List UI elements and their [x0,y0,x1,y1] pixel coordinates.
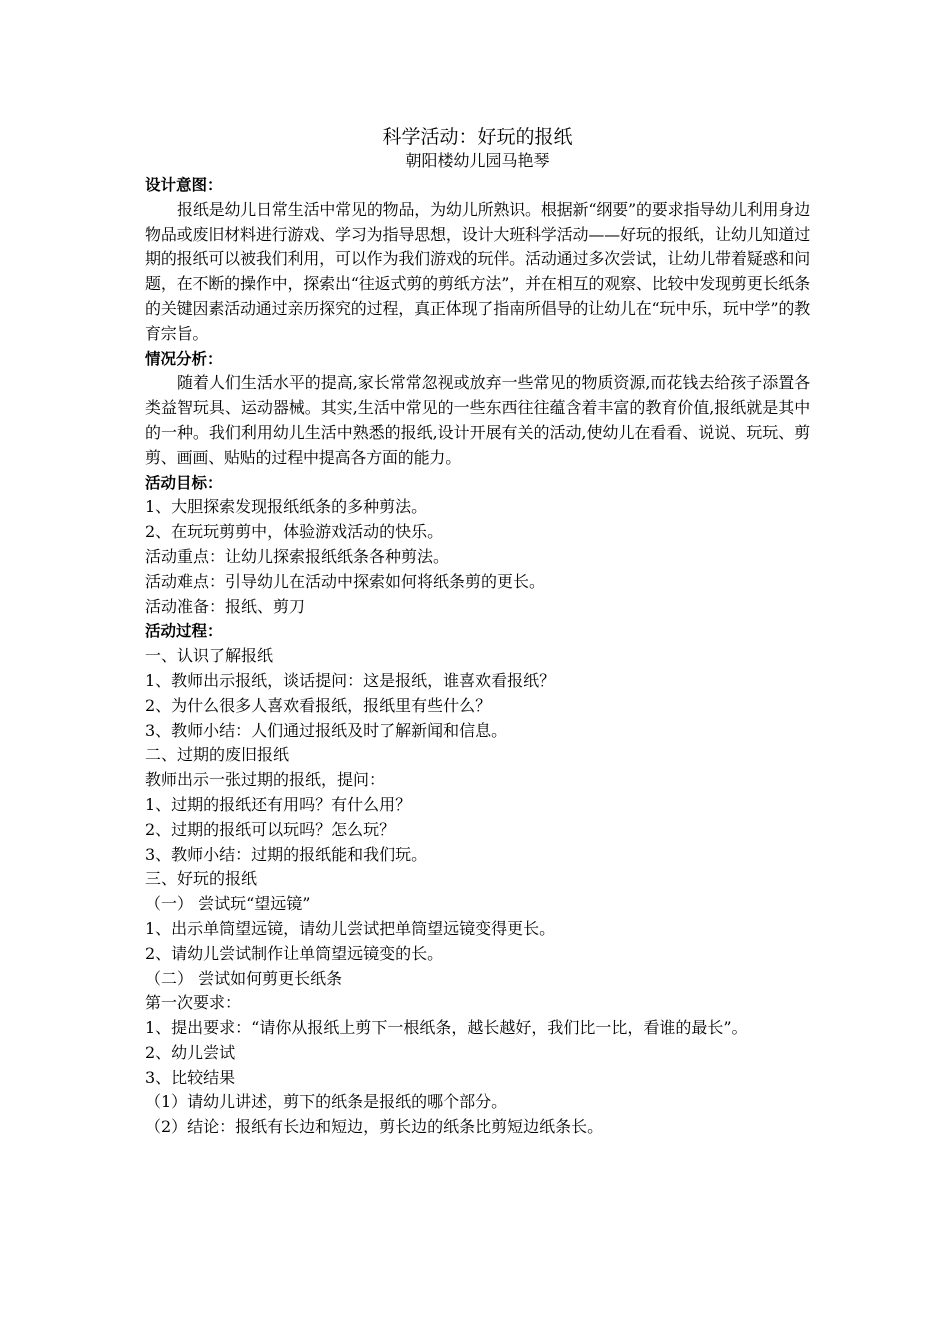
goal-line: 活动难点：引导幼儿在活动中探索如何将纸条剪的更长。 [145,571,546,591]
goal-line: 活动准备：报纸、剪刀 [145,596,306,616]
section-heading-design: 设计意图： [145,176,223,194]
process-line: （2）结论：报纸有长边和短边，剪长边的纸条比剪短边纸条长。 [145,1117,604,1137]
process-line: 二、过期的废旧报纸 [145,745,290,765]
goal-line: 1、大胆探索发现报纸纸条的多种剪法。 [145,497,428,517]
paragraph-analysis: 随着人们生活水平的提高,家长常常忽视或放弃一些常见的物质资源,而花钱去给孩子添置各类益智玩具、运动器械。其实,生活中常见的一些东西往往蕴含着丰富的教育价值,报纸就是其中的一种。我们利用幼儿生活中熟悉的报纸,设计开展有关的活动,使幼儿在看看、说说、玩玩、剪剪、画画、贴贴的过程中提高各方面的能力。 [145,373,810,467]
process-line: 3、教师小结：人们通过报纸及时了解新闻和信息。 [145,720,508,740]
process-line: 三、好玩的报纸 [145,869,258,889]
paragraph-design: 报纸是幼儿日常生活中常见的物品，为幼儿所熟识。根据新“纲要”的要求指导幼儿利用身边物品或废旧材料进行游戏、学习为指导思想，设计大班科学活动——好玩的报纸，让幼儿知道过期的报纸可以被我们利用，可以作为我们游戏的玩伴。活动通过多次尝试，让幼儿带着疑惑和问题，在不断的操作中，探索出“往返式剪的剪纸方法”，并在相互的观察、比较中发现剪更长纸条的关键因素活动通过亲历探究的过程，真正体现了指南所倡导的让幼儿在“玩中乐，玩中学”的教育宗旨。 [145,199,810,343]
process-line: 3、教师小结：过期的报纸能和我们玩。 [145,844,428,864]
document-title: 科学活动：好玩的报纸 [382,126,573,148]
section-heading-goals: 活动目标： [145,473,223,492]
process-line: 2、为什么很多人喜欢看报纸，报纸里有些什么？ [145,695,492,715]
goal-line: 活动重点：让幼儿探索报纸纸条各种剪法。 [145,546,450,566]
process-line: 教师出示一张过期的报纸，提问： [145,770,386,790]
process-line: 1、过期的报纸还有用吗？有什么用？ [145,794,412,814]
process-line: 1、教师出示报纸，谈话提问：这是报纸，谁喜欢看报纸？ [145,670,556,690]
process-line: 一、认识了解报纸 [145,646,274,666]
process-line: （1）请幼儿讲述，剪下的纸条是报纸的哪个部分。 [145,1092,508,1112]
section-heading-analysis: 情况分析： [145,349,223,368]
document-page [145,125,810,1140]
process-line: 2、幼儿尝试 [145,1042,236,1062]
process-line: （一） 尝试玩“望远镜” [145,894,311,914]
process-line: 1、提出要求：“请你从报纸上剪下一根纸条，越长越好，我们比一比，看谁的最长”。 [145,1018,748,1038]
process-line: 1、出示单筒望远镜，请幼儿尝试把单筒望远镜变得更长。 [145,918,556,938]
document-author: 朝阳楼幼儿园马艳琴 [405,151,550,170]
section-heading-process: 活动过程： [145,622,223,641]
process-line: （二） 尝试如何剪更长纸条 [145,968,343,988]
process-line: 2、请幼儿尝试制作让单筒望远镜变的长。 [145,943,444,963]
process-line: 3、比较结果 [145,1067,236,1087]
process-line: 第一次要求： [145,993,242,1013]
process-line: 2、过期的报纸可以玩吗？怎么玩？ [145,819,396,839]
goal-line: 2、在玩玩剪剪中，体验游戏活动的快乐。 [145,522,444,542]
